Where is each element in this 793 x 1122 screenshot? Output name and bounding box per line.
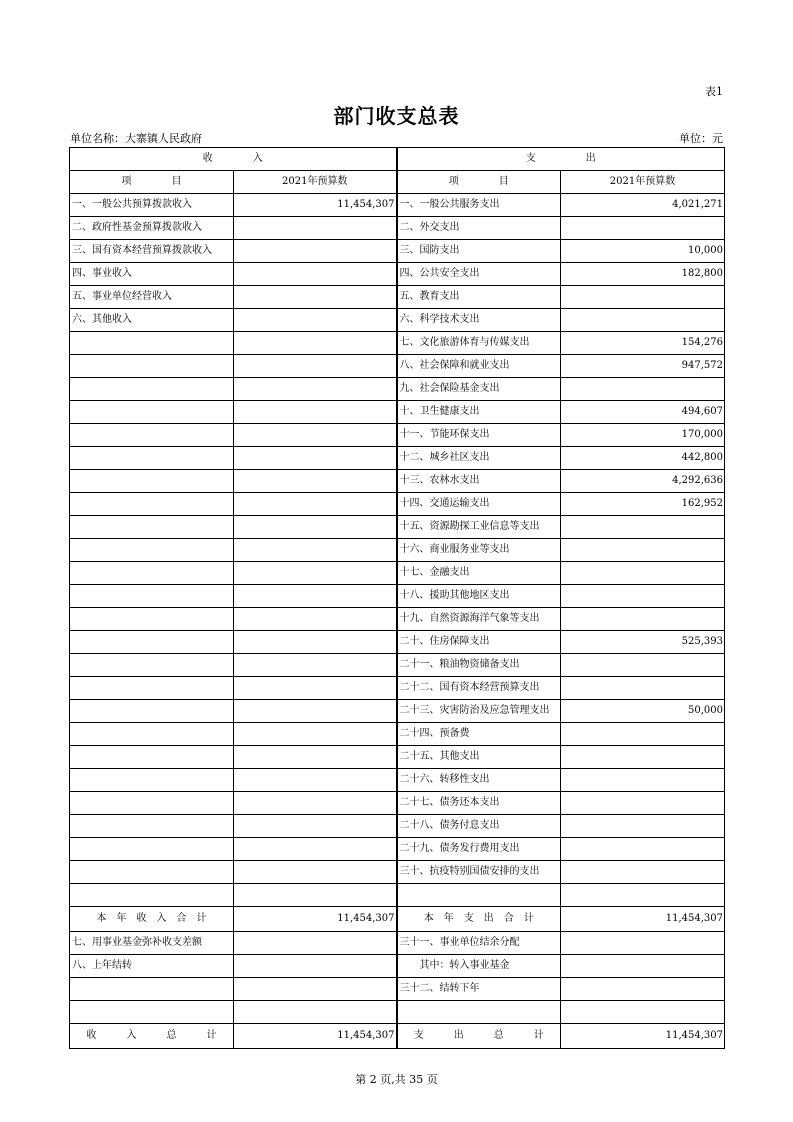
expense-item-cell: 二十七、债务还本支出 <box>397 792 561 815</box>
page-footer: 第 2 页,共 35 页 <box>355 1073 438 1086</box>
income-item-cell: 三、国有资本经营预算拨款收入 <box>70 240 234 263</box>
income-amount-cell <box>234 263 397 286</box>
expense-item-cell: 四、公共安全支出 <box>397 263 561 286</box>
table-row <box>70 470 725 493</box>
table-row <box>70 700 725 723</box>
table-row <box>70 792 725 815</box>
income-item-cell <box>70 677 234 700</box>
expense-amount-cell <box>561 217 725 240</box>
income-amount-cell <box>234 677 397 700</box>
income-amount-cell <box>234 608 397 631</box>
expense-amount-cell: 947,572 <box>561 355 725 378</box>
table-row <box>70 309 725 332</box>
income-total-label: 本 年 收 入 合 计 <box>70 907 234 932</box>
expense-amount-cell <box>561 861 725 884</box>
expense-amount-cell: 494,607 <box>561 401 725 424</box>
income-item-cell: 四、事业收入 <box>70 263 234 286</box>
income-item-cell <box>70 654 234 677</box>
expense-item-cell: 十一、节能环保支出 <box>397 424 561 447</box>
table-row <box>70 631 725 654</box>
expense-amount-cell <box>561 723 725 746</box>
expense-amount-cell: 162,952 <box>561 493 725 516</box>
expense-item-cell: 十九、自然资源海洋气象等支出 <box>397 608 561 631</box>
table-row <box>70 746 725 769</box>
income-item-cell: 一、一般公共预算拨款收入 <box>70 194 234 217</box>
expense-item-cell: 七、文化旅游体育与传媒支出 <box>397 332 561 355</box>
income-item-cell <box>70 539 234 562</box>
expense-total-label: 支 出 总 计 <box>397 1024 561 1049</box>
expense-total-amount: 11,454,307 <box>561 907 725 932</box>
income-amount-cell <box>234 769 397 792</box>
income-amount-cell <box>234 815 397 838</box>
income-amount-cell <box>234 447 397 470</box>
expense-item-cell: 一、一般公共服务支出 <box>397 194 561 217</box>
table-row <box>70 424 725 447</box>
income-amount-cell <box>234 631 397 654</box>
income-total-amount: 11,454,307 <box>234 1024 397 1049</box>
income-amount-cell <box>234 355 397 378</box>
table-row <box>70 769 725 792</box>
income-amount-cell <box>234 884 397 907</box>
income-amount-cell <box>234 932 397 955</box>
table-row <box>70 955 725 978</box>
expense-amount-cell <box>561 585 725 608</box>
expense-amount-cell: 50,000 <box>561 700 725 723</box>
income-item-cell <box>70 631 234 654</box>
expense-amount-cell <box>561 792 725 815</box>
income-item-cell: 五、事业单位经营收入 <box>70 286 234 309</box>
income-item-cell <box>70 470 234 493</box>
income-item-cell: 六、其他收入 <box>70 309 234 332</box>
table-row <box>70 723 725 746</box>
income-amount-cell <box>234 493 397 516</box>
income-item-cell <box>70 562 234 585</box>
income-amount-cell <box>234 539 397 562</box>
income-item-cell: 二、政府性基金预算拨款收入 <box>70 217 234 240</box>
income-header: 收 入 <box>70 148 397 171</box>
expense-amount-cell <box>561 539 725 562</box>
expense-header: 支 出 <box>397 148 725 171</box>
table-row <box>70 194 725 217</box>
income-amount-cell <box>234 424 397 447</box>
income-item-cell <box>70 792 234 815</box>
expense-amount-cell <box>561 516 725 539</box>
expense-amount-cell: 4,021,271 <box>561 194 725 217</box>
table-row <box>70 838 725 861</box>
expense-amount-cell: 170,000 <box>561 424 725 447</box>
expense-item-cell: 二十二、国有资本经营预算支出 <box>397 677 561 700</box>
expense-item-cell: 二十、住房保障支出 <box>397 631 561 654</box>
expense-item-cell: 二十六、转移性支出 <box>397 769 561 792</box>
expense-amount-cell <box>561 608 725 631</box>
income-amount-cell <box>234 562 397 585</box>
page-title: 部门收支总表 <box>333 104 460 128</box>
expense-item-cell: 十六、商业服务业等支出 <box>397 539 561 562</box>
income-item-cell <box>70 978 234 1001</box>
expense-amount-cell <box>561 769 725 792</box>
table-row <box>70 240 725 263</box>
expense-amount-cell: 525,393 <box>561 631 725 654</box>
income-amount-cell <box>234 861 397 884</box>
table-row <box>70 332 725 355</box>
table-row <box>70 493 725 516</box>
income-item-cell <box>70 447 234 470</box>
table-row <box>70 286 725 309</box>
expense-amount-cell <box>561 884 725 907</box>
income-amount-cell <box>234 746 397 769</box>
income-amount-cell <box>234 378 397 401</box>
income-item-cell: 七、用事业基金弥补收支差额 <box>70 932 234 955</box>
table-row <box>70 677 725 700</box>
income-amount-cell <box>234 654 397 677</box>
income-item-cell <box>70 516 234 539</box>
income-budget-header: 2021年预算数 <box>234 171 397 194</box>
income-amount-cell <box>234 240 397 263</box>
income-amount-cell <box>234 1001 397 1024</box>
expense-amount-cell <box>561 309 725 332</box>
expense-item-cell: 二十一、粮油物资储备支出 <box>397 654 561 677</box>
income-item-cell <box>70 378 234 401</box>
expense-item-cell: 三十、抗疫特别国债安排的支出 <box>397 861 561 884</box>
expense-amount-cell: 4,292,636 <box>561 470 725 493</box>
income-item-cell <box>70 585 234 608</box>
expense-item-cell: 六、科学技术支出 <box>397 309 561 332</box>
income-amount-cell <box>234 516 397 539</box>
income-amount-cell <box>234 955 397 978</box>
expense-amount-cell <box>561 1001 725 1024</box>
expense-amount-cell <box>561 815 725 838</box>
expense-amount-cell: 182,800 <box>561 263 725 286</box>
expense-item-cell: 十五、资源勘探工业信息等支出 <box>397 516 561 539</box>
expense-amount-cell <box>561 378 725 401</box>
income-amount-cell <box>234 838 397 861</box>
expense-amount-cell <box>561 677 725 700</box>
table-row <box>70 884 725 907</box>
table-row <box>70 861 725 884</box>
income-amount-cell <box>234 470 397 493</box>
expense-item-cell: 二十五、其他支出 <box>397 746 561 769</box>
expense-item-cell: 八、社会保障和就业支出 <box>397 355 561 378</box>
expense-item-cell: 十二、城乡社区支出 <box>397 447 561 470</box>
income-item-cell <box>70 746 234 769</box>
expense-amount-cell <box>561 838 725 861</box>
expense-amount-cell: 154,276 <box>561 332 725 355</box>
expense-item-cell: 二十三、灾害防治及应急管理支出 <box>397 700 561 723</box>
income-item-cell: 八、上年结转 <box>70 955 234 978</box>
expense-amount-cell <box>561 932 725 955</box>
table-row <box>70 654 725 677</box>
currency-unit: 单位：元 <box>679 132 723 145</box>
expense-total-amount: 11,454,307 <box>561 1024 725 1049</box>
income-item-cell <box>70 355 234 378</box>
expense-item-header: 项 目 <box>397 171 561 194</box>
expense-amount-cell <box>561 746 725 769</box>
grand-total-row <box>70 1024 725 1049</box>
table-number: 表1 <box>705 85 723 98</box>
expense-item-cell: 十八、援助其他地区支出 <box>397 585 561 608</box>
table-row <box>70 562 725 585</box>
expense-amount-cell: 442,800 <box>561 447 725 470</box>
income-item-cell <box>70 861 234 884</box>
table-row <box>70 401 725 424</box>
income-total-amount: 11,454,307 <box>234 907 397 932</box>
expense-amount-cell <box>561 562 725 585</box>
expense-amount-cell <box>561 978 725 1001</box>
table-row <box>70 815 725 838</box>
table-row <box>70 378 725 401</box>
income-item-cell <box>70 884 234 907</box>
table-row <box>70 217 725 240</box>
income-amount-cell <box>234 286 397 309</box>
income-amount-cell <box>234 700 397 723</box>
expense-item-cell: 十四、交通运输支出 <box>397 493 561 516</box>
expense-item-cell: 三十二、结转下年 <box>397 978 561 1001</box>
expense-amount-cell <box>561 654 725 677</box>
year-total-row <box>70 907 725 932</box>
expense-item-cell: 十、卫生健康支出 <box>397 401 561 424</box>
income-item-cell <box>70 723 234 746</box>
income-amount-cell: 11,454,307 <box>234 194 397 217</box>
table-row <box>70 355 725 378</box>
expense-item-cell: 三、国防支出 <box>397 240 561 263</box>
income-item-cell <box>70 424 234 447</box>
income-item-cell <box>70 332 234 355</box>
expense-item-cell: 二十八、债务付息支出 <box>397 815 561 838</box>
table-row <box>70 263 725 286</box>
income-item-cell <box>70 493 234 516</box>
expense-amount-cell <box>561 955 725 978</box>
expense-item-cell: 十七、金融支出 <box>397 562 561 585</box>
table-row <box>70 539 725 562</box>
header-row-group <box>70 148 725 171</box>
header-row-columns <box>70 171 725 194</box>
income-amount-cell <box>234 978 397 1001</box>
expense-item-cell: 五、教育支出 <box>397 286 561 309</box>
unit-name: 单位名称：大寨镇人民政府 <box>70 132 202 145</box>
income-amount-cell <box>234 309 397 332</box>
table-row <box>70 516 725 539</box>
table-row <box>70 978 725 1001</box>
table-row <box>70 585 725 608</box>
table-row <box>70 447 725 470</box>
expense-item-cell: 二十九、债务发行费用支出 <box>397 838 561 861</box>
table-row <box>70 608 725 631</box>
expense-total-label: 本 年 支 出 合 计 <box>397 907 561 932</box>
income-item-header: 项 目 <box>70 171 234 194</box>
income-amount-cell <box>234 401 397 424</box>
income-item-cell <box>70 608 234 631</box>
income-amount-cell <box>234 217 397 240</box>
expense-item-cell <box>397 1001 561 1024</box>
table-row <box>70 932 725 955</box>
income-amount-cell <box>234 332 397 355</box>
income-item-cell <box>70 1001 234 1024</box>
income-item-cell <box>70 700 234 723</box>
expense-item-cell: 二、外交支出 <box>397 217 561 240</box>
income-item-cell <box>70 401 234 424</box>
expense-item-cell: 三十一、事业单位结余分配 <box>397 932 561 955</box>
expense-amount-cell <box>561 286 725 309</box>
expense-item-cell: 二十四、预备费 <box>397 723 561 746</box>
expense-item-cell: 九、社会保险基金支出 <box>397 378 561 401</box>
expense-amount-cell: 10,000 <box>561 240 725 263</box>
income-total-label: 收 入 总 计 <box>70 1024 234 1049</box>
expense-item-cell <box>397 884 561 907</box>
income-item-cell <box>70 815 234 838</box>
table-row <box>70 1001 725 1024</box>
expense-item-cell: 其中：转入事业基金 <box>397 955 561 978</box>
income-amount-cell <box>234 723 397 746</box>
income-amount-cell <box>234 585 397 608</box>
budget-table <box>69 147 725 1049</box>
expense-budget-header: 2021年预算数 <box>561 171 725 194</box>
income-amount-cell <box>234 792 397 815</box>
income-item-cell <box>70 769 234 792</box>
expense-item-cell: 十三、农林水支出 <box>397 470 561 493</box>
income-item-cell <box>70 838 234 861</box>
